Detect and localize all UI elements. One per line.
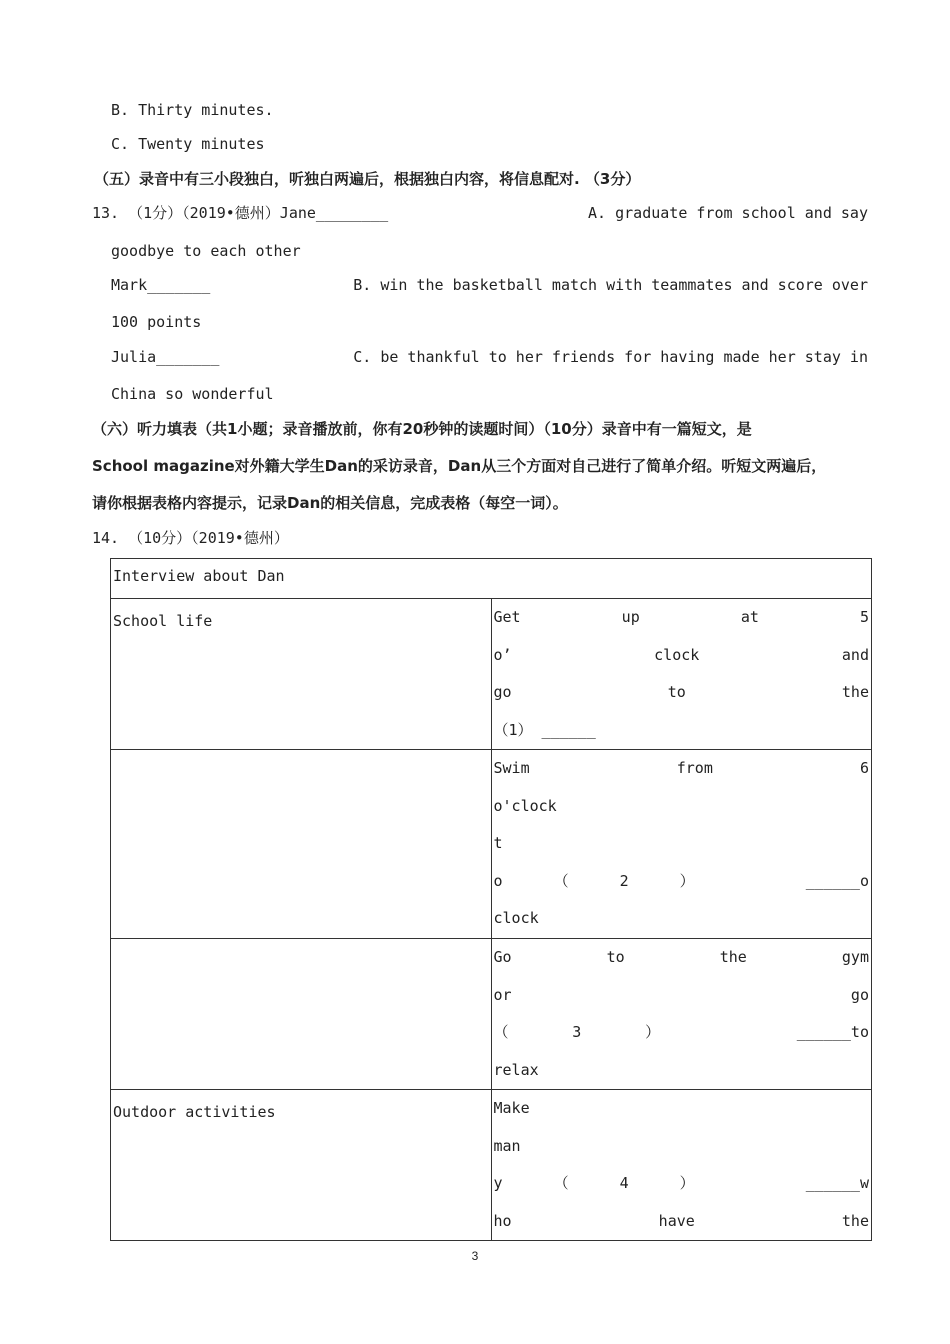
row-label-text: Outdoor activities: [113, 1103, 276, 1121]
section-6-line-1: （六）听力填表（共1小题；录音播放前，你有20秒钟的读题时间）（10分）录音中有一篇短文，是: [92, 420, 752, 438]
q13-option-a: A. graduate from school and say: [588, 204, 868, 222]
q13-row-1: [92, 202, 868, 224]
blank-1: （1） ______: [493, 720, 596, 739]
table-cell-line: man: [493, 1136, 521, 1155]
row-4-content: [491, 1090, 872, 1241]
q13-row-3: [111, 346, 868, 368]
section-5-title: （五）录音中有三小段独白，听独白两遍后，根据独白内容，将信息配对. （3分）: [94, 170, 641, 188]
table-cell-line: o'clock: [493, 796, 557, 815]
table-cell-line: or go: [493, 985, 869, 1004]
interview-table: [110, 558, 872, 1241]
option-b: B. Thirty minutes.: [111, 101, 274, 119]
q13-option-b: B. win the basketball match with teammates and score over: [353, 276, 868, 294]
table-cell-line: clock: [493, 909, 539, 927]
table-cell-line: t: [493, 834, 503, 852]
q13-option-b-cont: 100 points: [111, 313, 202, 331]
table-title-text: Interview about Dan: [113, 567, 285, 585]
q14-number: 14. （10分）（2019•德州）: [92, 529, 289, 547]
table-cell-line: o’ clock and: [493, 645, 869, 664]
blank-4: y（4） ______w: [493, 1174, 869, 1192]
table-cell-line: Swim from 6: [493, 759, 869, 777]
q13-row-2: [111, 274, 868, 296]
row-1-content: [491, 599, 872, 750]
row-label-school-life: [111, 599, 492, 750]
q13-number: 13. （1分）（2019•德州）Jane________: [92, 204, 389, 222]
q13-option-a-cont: goodbye to each other: [111, 242, 301, 260]
row-3-content: [491, 939, 872, 1090]
row-label-outdoor-activities: [111, 1090, 492, 1241]
blank-2: o（2） ______o: [493, 871, 869, 890]
table-cell-line: relax: [493, 1060, 539, 1079]
section-6-line-2: School magazine对外籍大学生Dan的采访录音，Dan从三个方面对自己进行了简单介绍。听短文两遍后，: [92, 457, 827, 475]
page-number: 3: [471, 1249, 479, 1263]
table-cell-line: go to the: [493, 683, 869, 701]
row-label-empty: [111, 750, 492, 939]
table-cell-line: Make: [493, 1099, 530, 1117]
section-6-line-3: 请你根据表格内容提示，记录Dan的相关信息，完成表格（每空一词）。: [92, 494, 568, 512]
blank-3: （3） ______to: [493, 1023, 869, 1041]
table-cell-line: Go to the gym: [493, 948, 869, 966]
table-cell-line: ho have the: [493, 1211, 869, 1230]
q13-mark: Mark_______: [111, 276, 211, 294]
q13-option-c: C. be thankful to her friends for having made her stay in: [353, 348, 868, 366]
table-cell-line: Get up at 5: [493, 608, 869, 626]
row-label-empty: [111, 939, 492, 1090]
row-label-text: School life: [113, 612, 213, 630]
row-2-content: [491, 750, 872, 939]
q13-option-c-cont: China so wonderful: [111, 385, 274, 403]
q13-julia: Julia_______: [111, 348, 220, 366]
option-c: C. Twenty minutes: [111, 135, 265, 153]
table-title: [111, 559, 872, 599]
